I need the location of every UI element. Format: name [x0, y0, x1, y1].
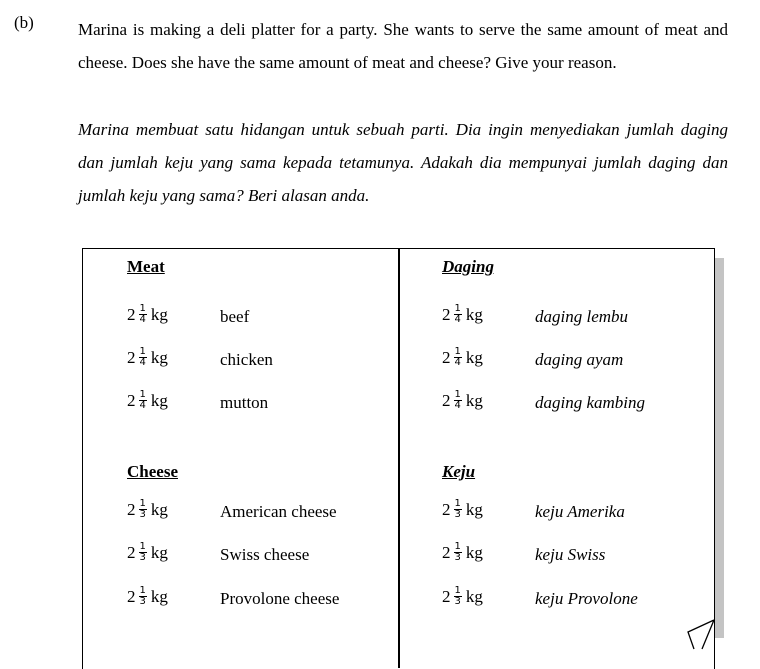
denominator: 4: [454, 314, 461, 325]
question-label: (b): [14, 13, 34, 32]
fraction: [139, 390, 147, 411]
numerator: 1: [454, 498, 461, 509]
whole-number: 2: [442, 304, 451, 324]
fraction: [139, 499, 147, 520]
right-meat-header: Daging: [442, 257, 494, 276]
unit: kg: [465, 347, 483, 367]
whole-number: 2: [442, 390, 451, 410]
numerator: 1: [454, 389, 461, 400]
item-name: chicken: [220, 350, 273, 369]
unit: kg: [150, 304, 168, 324]
item-name: Swiss cheese: [220, 545, 310, 564]
unit: kg: [150, 390, 168, 410]
item-name: American cheese: [220, 502, 337, 521]
question-english: Marina is making a deli platter for a party. She wants to serve the same amount of meat and cheese. Does she have the same amount of meat and cheese? Give your reason.: [78, 20, 728, 72]
column-divider: [398, 248, 400, 668]
item-name: beef: [220, 307, 250, 326]
denominator: 4: [454, 400, 461, 411]
item-name: daging ayam: [535, 350, 624, 369]
unit: kg: [150, 499, 168, 519]
unit: kg: [465, 542, 483, 562]
denominator: 3: [139, 552, 146, 563]
numerator: 1: [454, 346, 461, 357]
left-meat-header: Meat: [127, 257, 165, 276]
fraction: [139, 304, 147, 325]
item-name: mutton: [220, 393, 269, 412]
amount: [127, 304, 168, 325]
unit: kg: [150, 347, 168, 367]
item-name: Provolone cheese: [220, 589, 340, 608]
numerator: 1: [454, 585, 461, 596]
amount: [442, 586, 483, 607]
denominator: 3: [454, 596, 461, 607]
denominator: 3: [454, 509, 461, 520]
fraction: [454, 586, 462, 607]
numerator: 1: [139, 541, 146, 552]
numerator: 1: [139, 389, 146, 400]
unit: kg: [465, 499, 483, 519]
whole-number: 2: [127, 304, 136, 324]
numerator: 1: [139, 346, 146, 357]
amount: [127, 542, 168, 563]
fraction: [454, 499, 462, 520]
amount: [127, 390, 168, 411]
item-name: keju Swiss: [535, 545, 606, 564]
numerator: 1: [139, 585, 146, 596]
fraction: [139, 586, 147, 607]
page-curl-icon: [684, 618, 718, 650]
amount: [127, 586, 168, 607]
denominator: 3: [454, 552, 461, 563]
right-cheese-header: Keju: [442, 462, 476, 481]
whole-number: 2: [442, 542, 451, 562]
amount: [442, 499, 483, 520]
unit: kg: [150, 586, 168, 606]
amount: [442, 347, 483, 368]
whole-number: 2: [442, 586, 451, 606]
fraction: [454, 304, 462, 325]
fraction: [454, 542, 462, 563]
page-shadow: [715, 258, 724, 638]
fraction: [139, 347, 147, 368]
denominator: 4: [454, 357, 461, 368]
unit: kg: [465, 586, 483, 606]
unit: kg: [465, 304, 483, 324]
denominator: 4: [139, 400, 146, 411]
amount: [442, 542, 483, 563]
fraction: [454, 390, 462, 411]
unit: kg: [465, 390, 483, 410]
left-cheese-header: Cheese: [127, 462, 178, 481]
whole-number: 2: [127, 542, 136, 562]
numerator: 1: [139, 498, 146, 509]
amount: [127, 347, 168, 368]
item-name: daging lembu: [535, 307, 629, 326]
fraction: [454, 347, 462, 368]
amount: [127, 499, 168, 520]
whole-number: 2: [127, 347, 136, 367]
denominator: 4: [139, 314, 146, 325]
denominator: 3: [139, 509, 146, 520]
denominator: 3: [139, 596, 146, 607]
numerator: 1: [454, 541, 461, 552]
amount: [442, 304, 483, 325]
question-malay: Marina membuat satu hidangan untuk sebuah parti. Dia ingin menyediakan jumlah daging dan jumlah keju yang sama kepada tetamunya. Adakah dia mempunyai jumlah daging dan jumlah keju yang sama? Beri alasan anda.: [78, 120, 728, 205]
unit: kg: [150, 542, 168, 562]
fraction: [139, 542, 147, 563]
item-name: keju Provolone: [535, 589, 638, 608]
item-name: keju Amerika: [535, 502, 625, 521]
whole-number: 2: [127, 586, 136, 606]
item-name: daging kambing: [535, 393, 646, 412]
numerator: 1: [454, 303, 461, 314]
denominator: 4: [139, 357, 146, 368]
amount: [442, 390, 483, 411]
numerator: 1: [139, 303, 146, 314]
whole-number: 2: [442, 499, 451, 519]
whole-number: 2: [442, 347, 451, 367]
whole-number: 2: [127, 390, 136, 410]
whole-number: 2: [127, 499, 136, 519]
